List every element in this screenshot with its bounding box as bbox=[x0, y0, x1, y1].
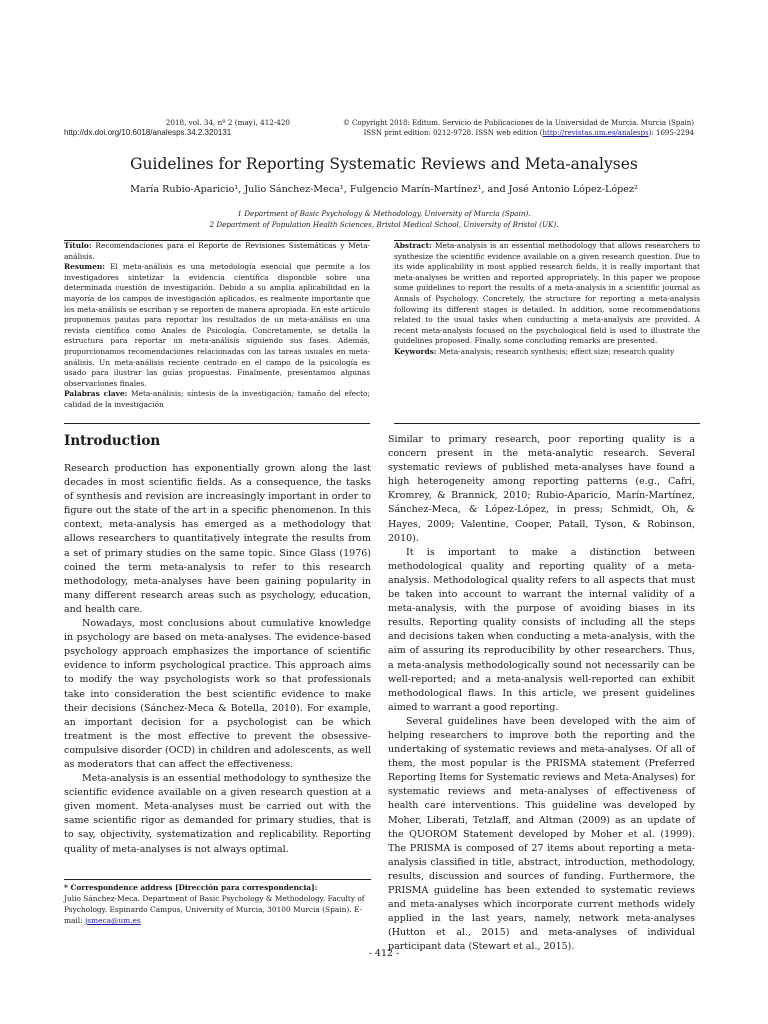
resumen-text: El meta-análisis es una metodología esencial que permite a los investigadores sintetizar la evidencia científica disponible sobre una determinada cuestión de investigación. Debido a su amplia aplicabilidad en la mayoría de los campos de investigación aplicados, es realmente importante que los meta-análisis se escriban y se reporten de manera apropiada. En este artículo proponemos pautas para reportar los resultados de un meta-análisis en una revista científica como Anales de Psicología. Concretamente, se detalla la estructura para reportar un meta-análisis siguiendo sus fases. Además, proporcionamos recomendaciones relacionadas con las tareas usuales en meta-análisis. Un meta-análisis reciente centrado en el campo de la psicología es usado para ilustrar las guías propuestas. Finalmente, presentamos algunas observaciones finales. bbox=[64, 262, 370, 388]
correspondence-text: Julio Sánchez-Meca. Department of Basic Psychology & Methodology. Faculty of Psychology. Espinardo Campus, University of Murcia, 30100 Murcia (Spain). E-mail: bbox=[64, 894, 365, 925]
doi-link[interactable]: http://dx.doi.org/10.6018/analesps.34.2.320131 bbox=[64, 128, 232, 137]
palabras-clave: Meta-análisis; síntesis de la investigación; tamaño del efecto; calidad de la investigación bbox=[64, 389, 370, 409]
abstract-text: Meta-analysis is an essential methodology that allows researchers to synthesize the scientific evidence available on a given research question. Due to its wide applicability in most applied research fields, it is really important that meta-analyses be written and reported appropriately. In this paper we propose some guidelines to report the results of a meta-analysis in a scientific journal as Annals of Psychology. Concretely, the structure for reporting a meta-analysis following its different stages is detailed. In addition, some recommendations related to the usual tasks when conducting a meta-analysis are provided. A recent meta-analysis focused on the psychological field is used to illustrate the guidelines proposed. Finally, some concluding remarks are presented. bbox=[394, 241, 700, 346]
section-heading-introduction: Introduction bbox=[64, 433, 161, 449]
body-column-right bbox=[388, 433, 695, 954]
journal-url-link[interactable]: http://revistas.um.es/analesps bbox=[542, 129, 649, 137]
body-column-left bbox=[64, 462, 371, 857]
correspondence-label: * Correspondence address [Dirección para correspondencia]: bbox=[64, 883, 318, 892]
journal-header-left bbox=[64, 118, 294, 138]
keywords-label: Keywords: bbox=[394, 346, 437, 356]
spanish-title: Recomendaciones para el Reporte de Revisiones Sistemáticas y Meta-análisis. bbox=[64, 241, 371, 261]
email-link[interactable]: jsmeca@um.es bbox=[84, 916, 141, 925]
correspondence-footnote bbox=[64, 879, 371, 926]
spanish-abstract bbox=[64, 240, 370, 424]
affiliations bbox=[40, 208, 728, 230]
paragraph: Similar to primary research, poor reporting quality is a concern present in the meta-analytic research. Several systematic reviews of published meta-analyses have found a high heterogeneity among reporting patterns (e.g., Cafri, Kromrey, & Brannick, 2010; Rubio-Aparicio, Marín-Martínez, Sánchez-Meca, & López-López, in press; Schmidt, Oh, & Hayes, 2009; Valentine, Cooper, Patall, Tyson, & Robinson, 2010). bbox=[388, 434, 695, 544]
page-number: - 412 - bbox=[368, 948, 400, 959]
palabras-clave-label: Palabras clave: bbox=[64, 389, 128, 399]
paragraph: Nowadays, most conclusions about cumulative knowledge in psychology are based on meta-analyses. The evidence-based psychology approach emphasizes the importance of scientific evidence to inform psychological practice. This approach aims to modify the way psychologists work so that professionals take into consideration the best scientific evidence to make their decisions (Sánchez-Meca & Botella, 2010). For example, an important decision for a psychologist can be which treatment is the most effective to prevent the obsessive-compulsive disorder (OCD) in children and adolescents, as well as moderators that can affect the effectiveness. bbox=[64, 618, 371, 770]
issue-info: 2018, vol. 34, nº 2 (may), 412-420 bbox=[165, 118, 290, 127]
affiliation-2: 2 Department of Population Health Sciences, Bristol Medical School, University of Bristol (UK). bbox=[209, 220, 559, 229]
keywords: Meta-analysis; research synthesis; effect size; research quality bbox=[438, 346, 675, 356]
english-abstract bbox=[394, 240, 700, 424]
paragraph: Research production has exponentially grown along the last decades in most scientific fields. As a consequence, the tasks of synthesis and revision are increasingly important in order to figure out the state of the art in a specific phenomenon. In this context, meta-analysis has emerged as a methodology that allows researchers to quantitatively integrate the results from a set of primary studies on the same topic. Since Glass (1976) coined the term meta-analysis to refer to this research methodology, meta-analyses have been gaining popularity in many different research areas such as psychology, education, and health care. bbox=[64, 463, 371, 615]
author-list: María Rubio-Aparicio¹, Julio Sánchez-Meca¹, Fulgencio Marín-Martínez¹, and José Antonio López-López² bbox=[130, 184, 638, 195]
titulo-label: Título: bbox=[64, 241, 92, 250]
paragraph: Meta-analysis is an essential methodology to synthesize the scientific evidence available on a given research question at a given moment. Meta-analyses must be carried out with the same scientific rigor as demanded for primary studies, that is to say, objectivity, systematization and replicability. Reporting quality of meta-analyses is not always optimal. bbox=[64, 773, 371, 855]
resumen-label: Resumen: bbox=[64, 262, 106, 272]
article-title: Guidelines for Reporting Systematic Reviews and Meta-analyses bbox=[130, 155, 638, 173]
issn-suffix: ): 1695-2294 bbox=[648, 129, 694, 137]
affiliation-1: 1 Department of Basic Psychology & Methodology, University of Murcia (Spain). bbox=[237, 209, 531, 218]
paragraph: Several guidelines have been developed with the aim of helping researchers to improve both the reporting and the undertaking of systematic reviews and meta-analyses. Of all of them, the most popular is the PRISMA statement (Preferred Reporting Items for Systematic reviews and Meta-Analyses) for systematic reviews and meta-analyses of effectiveness of health care interventions. This guideline was developed by Moher, Liberati, Tetzlaff, and Altman (2009) as an update of the QUOROM Statement developed by Moher et al. (1999). The PRISMA is composed of 27 items about reporting a meta-analysis classified in title, abstract, introduction, methodology, results, discussion and sources of funding. Furthermore, the PRISMA guideline has been extended to systematic reviews and meta-analyses which incorporate current methods widely applied in the last years, namely, network meta-analyses (Hutton et al., 2015) and meta-analyses of individual participant data (Stewart et al., 2015). bbox=[388, 715, 695, 953]
abstract-label: Abstract: bbox=[394, 241, 432, 250]
issn-prefix: ISSN print edition: 0212-9728. ISSN web edition ( bbox=[363, 129, 543, 137]
copyright-line: © Copyright 2018: Editum. Servicio de Publicaciones de la Universidad de Murcia. Murcia (Spain) bbox=[342, 119, 694, 127]
issn-line bbox=[338, 128, 694, 138]
paragraph: It is important to make a distinction between methodological quality and reporting quality of a meta-analysis. Methodological quality refers to all aspects that must be taken into account to warrant the internal validity of a meta-analysis, with the purpose of avoiding biases in its results. Reporting quality consists of including all the steps and decisions taken when conducting a meta-analysis, with the aim of assuring its reproducibility by other researchers. Thus, a meta-analysis methodologically sound not necessarily can be well-reported; and a meta-analysis well-reported can exhibit methodological flaws. In this article, we present guidelines aimed to warrant a good reporting. bbox=[388, 546, 695, 713]
journal-header-right bbox=[338, 118, 694, 138]
